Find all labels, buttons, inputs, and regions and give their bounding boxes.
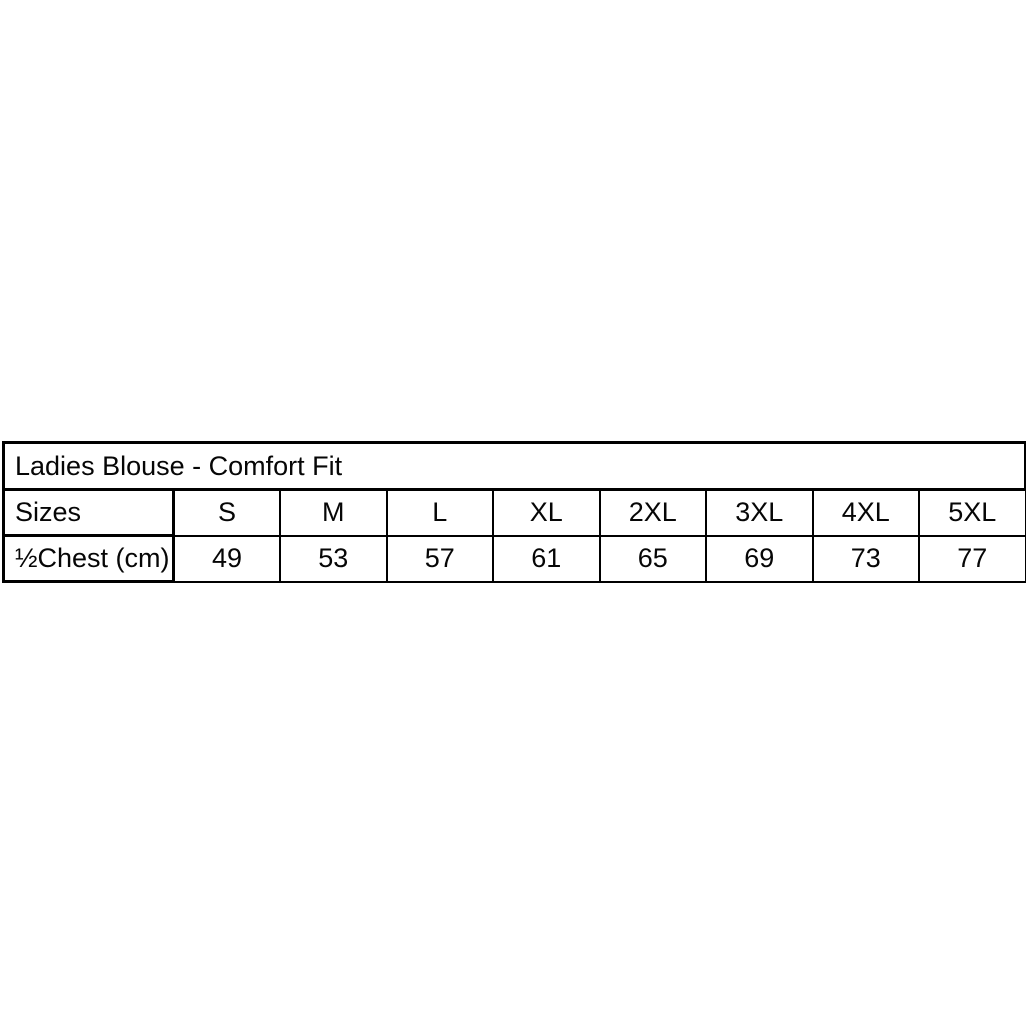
size-cell-m: M	[280, 490, 387, 536]
chest-cell-s: 49	[174, 536, 281, 582]
row-label-half-chest: ½Chest (cm)	[4, 536, 174, 582]
chest-cell-xl: 61	[493, 536, 600, 582]
size-cell-2xl: 2XL	[600, 490, 707, 536]
size-cell-s: S	[174, 490, 281, 536]
chest-cell-3xl: 69	[706, 536, 813, 582]
chest-cell-2xl: 65	[600, 536, 707, 582]
chest-cell-m: 53	[280, 536, 387, 582]
row-label-sizes: Sizes	[4, 490, 174, 536]
sizes-header-row	[4, 490, 1026, 536]
size-cell-5xl: 5XL	[919, 490, 1026, 536]
chest-cell-4xl: 73	[813, 536, 920, 582]
chest-cell-5xl: 77	[919, 536, 1026, 582]
size-cell-3xl: 3XL	[706, 490, 813, 536]
chest-cell-l: 57	[387, 536, 494, 582]
table-title-row	[4, 443, 1026, 490]
table-title: Ladies Blouse - Comfort Fit	[4, 443, 1026, 490]
chest-measurement-row	[4, 536, 1026, 582]
size-cell-l: L	[387, 490, 494, 536]
size-cell-xl: XL	[493, 490, 600, 536]
size-chart-table	[2, 441, 1026, 583]
size-cell-4xl: 4XL	[813, 490, 920, 536]
